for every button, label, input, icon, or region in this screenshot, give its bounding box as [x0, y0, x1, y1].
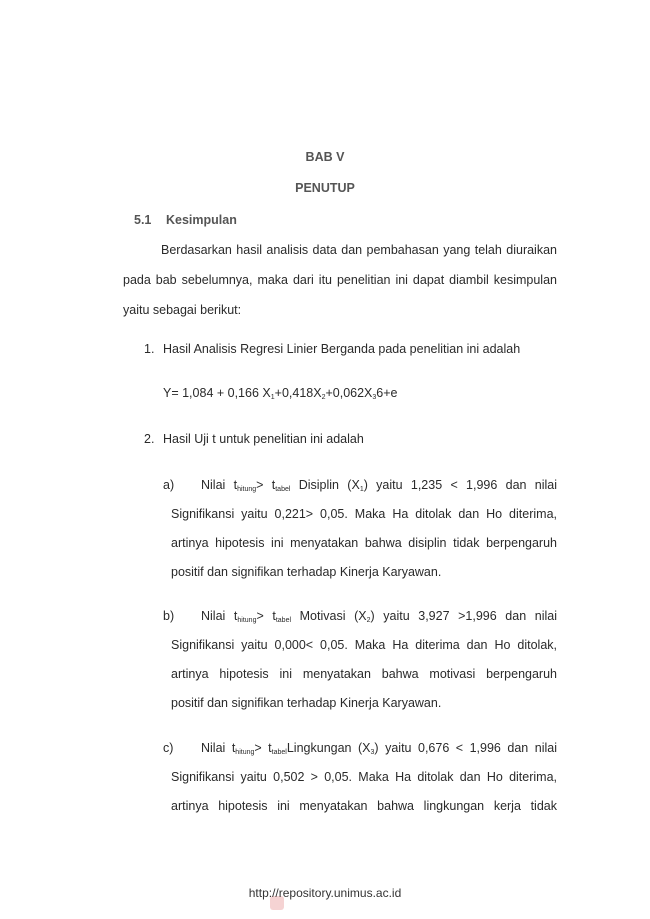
sub-item-line: Signifikansi yaitu 0,221> 0,05. Maka Ha ditolak dan Ho diterima, — [171, 507, 557, 521]
intro-paragraph — [123, 235, 557, 325]
sub-item-line: a) Nilai $t_{hitung}> t_{tabel}$ Disiplin $(X_1)$ yaitu 1,235 < 1,996 dan nilai — [163, 478, 557, 493]
sub-item-line: Signifikansi yaitu 0,502 > 0,05. Maka Ha ditolak dan Ho diterima, — [171, 770, 557, 784]
list-item-1 — [144, 342, 520, 356]
list-number: 1. — [144, 342, 155, 356]
list-number: 2. — [144, 432, 155, 446]
chapter-number: BAB V — [305, 150, 345, 164]
intro-line-2: diuraikan pada bab sebelumnya, maka dari itu penelitian ini dapat diambil — [123, 243, 557, 287]
intro-line-3: kesimpulan yaitu sebagai berikut: — [123, 273, 557, 317]
chapter-title: PENUTUP — [295, 181, 355, 195]
regression-equation: Y= 1,084 + 0,166 $X_1+0,418X_2+0,062X_36+e$ — [163, 386, 398, 401]
footer-url[interactable]: http://repository.unimus.ac.id — [248, 886, 402, 900]
section-heading — [134, 213, 237, 227]
sub-item-line: artinya hipotesis ini menyatakan bahwa lingkungan kerja tidak — [171, 799, 557, 813]
sub-item-line: artinya hipotesis ini menyatakan bahwa disiplin tidak berpengaruh — [171, 536, 557, 550]
sub-item-line: b) Nilai $t_{hitung}> t_{tabel}$ Motivasi $(X_2)$ yaitu 3,927 >1,996 dan nilai — [163, 609, 557, 624]
sub-item-line: artinya hipotesis ini menyatakan bahwa motivasi berpengaruh — [171, 667, 557, 681]
sub-item-line: c) Nilai $t_{hitung}>$ $t_{tabel}Lingkungan$ $(X_3)$ yaitu 0,676 < 1,996 dan nilai — [163, 741, 557, 756]
sub-item-line: Signifikansi yaitu 0,000< 0,05. Maka Ha diterima dan Ho ditolak, — [171, 638, 557, 652]
list-text: Hasil Analisis Regresi Linier Berganda pada penelitian ini adalah — [163, 342, 521, 356]
list-text: Hasil Uji t untuk penelitian ini adalah — [163, 432, 364, 446]
section-title: Kesimpulan — [166, 213, 237, 227]
section-number: 5.1 — [134, 213, 152, 227]
intro-line-1: Berdasarkan hasil analisis data dan pembahasan yang telah — [161, 243, 502, 257]
sub-item-line: positif dan signifikan terhadap Kinerja Karyawan. — [171, 565, 442, 579]
sub-item-line: positif dan signifikan terhadap Kinerja Karyawan. — [171, 696, 442, 710]
list-item-2 — [144, 432, 364, 446]
